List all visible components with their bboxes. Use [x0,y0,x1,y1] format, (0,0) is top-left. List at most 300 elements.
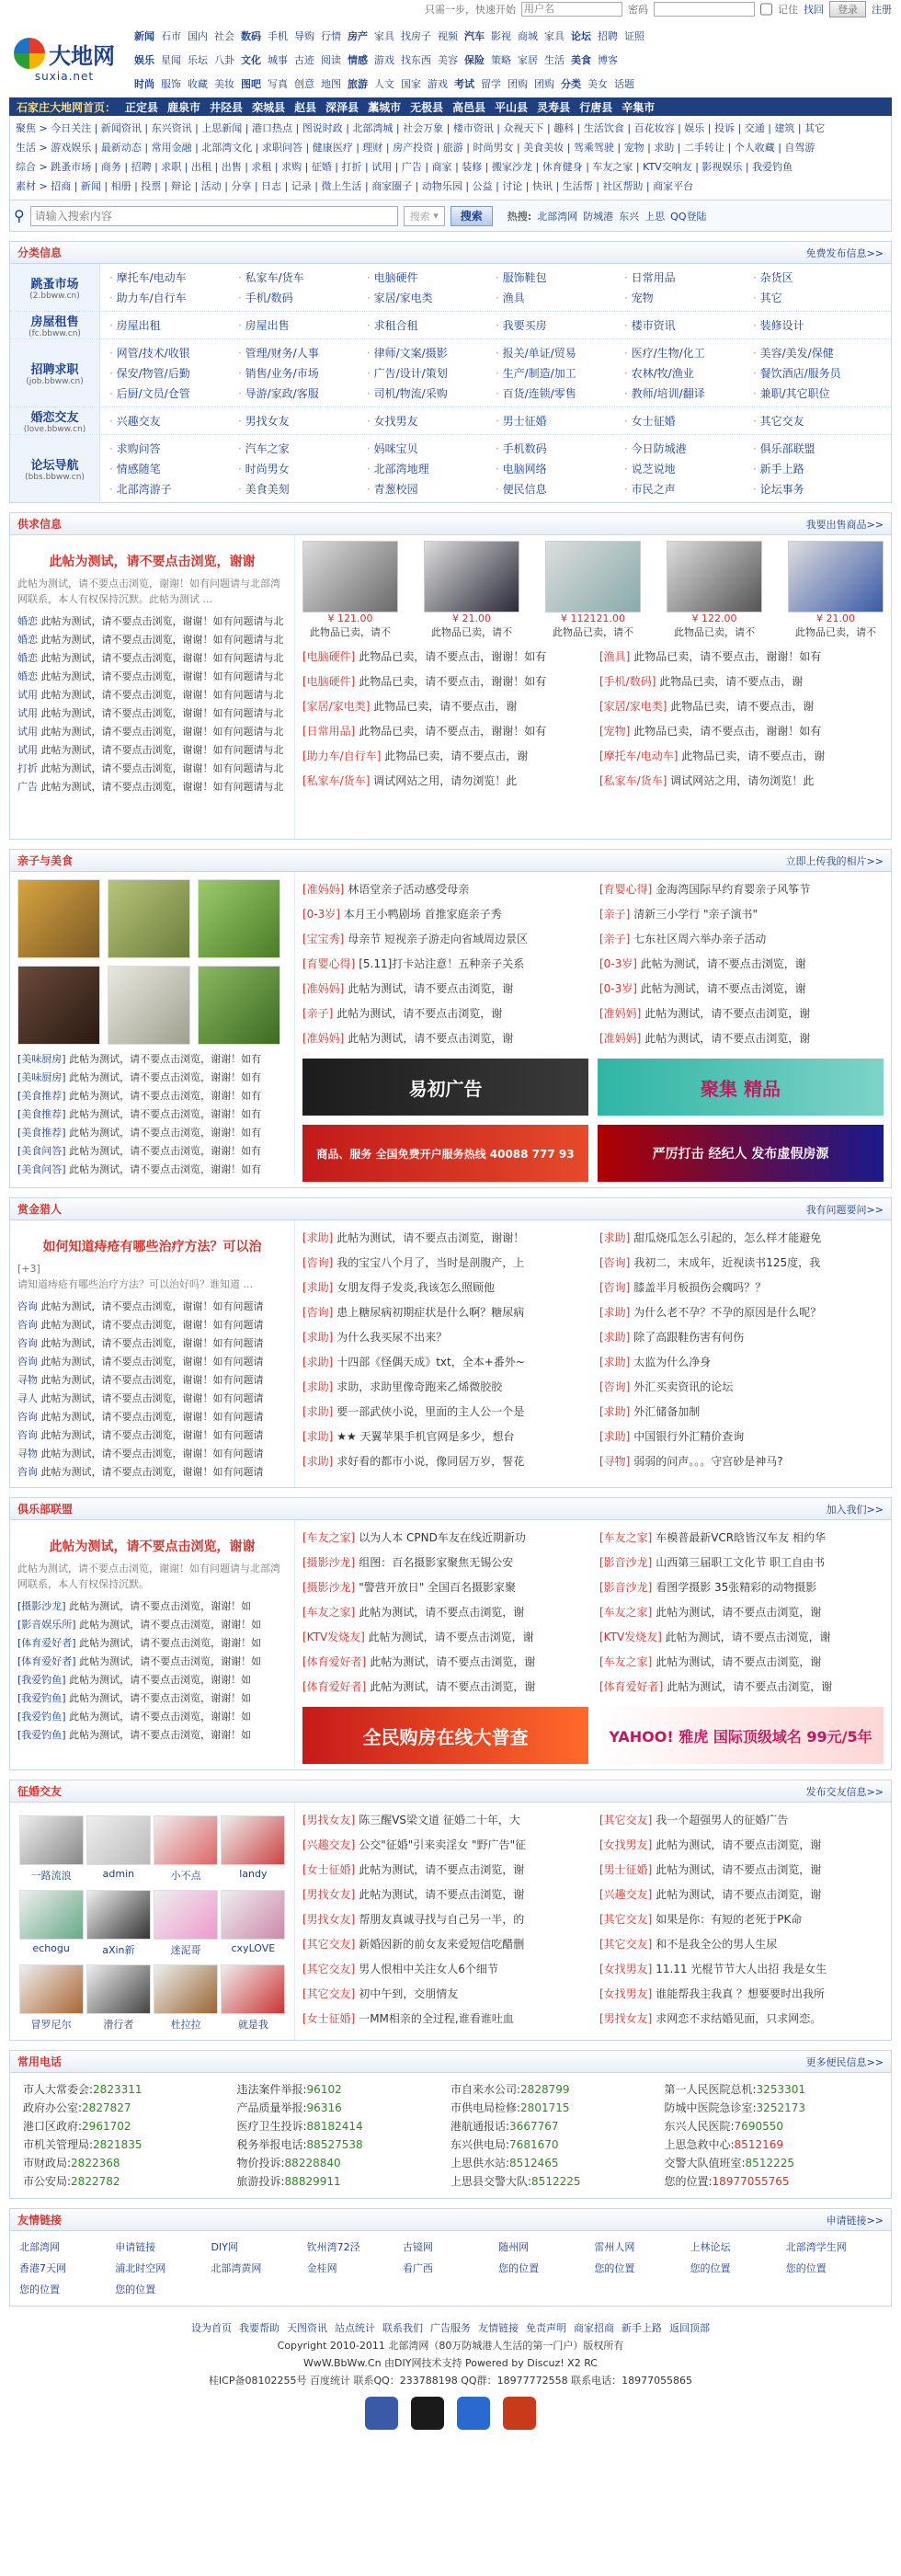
list-item-text[interactable]: 以为人本 CPND车友在线近期新功 [359,1531,526,1544]
list-item-tag[interactable]: [美食推荐] [17,1108,66,1120]
headline[interactable]: 此帖为测试，请不要点击浏览，谢谢 [49,1540,256,1554]
list-item[interactable] [599,902,884,927]
list-item-tag[interactable]: [育婴心得] [302,957,356,970]
list-item-text[interactable]: 看图学摄影 35张精彩的动物摄影 [656,1581,817,1594]
avatar[interactable] [86,1815,151,1865]
list-item-text[interactable]: 组图：百名摄影家聚焦无锡公安 [359,1556,514,1569]
nav-link[interactable]: 导购 [294,30,314,42]
friend-link[interactable]: 上林论坛 [690,2241,731,2253]
city-link[interactable]: 行唐县 [579,100,613,114]
list-item[interactable] [302,1449,587,1474]
list-item[interactable] [302,1425,587,1449]
list-item-text[interactable]: 11.11 光棍节节大人出招 我是女生 [656,1963,827,1975]
list-item-tag[interactable]: [女找男友] [599,1838,653,1851]
category-link[interactable]: · 我要买房 [496,317,624,333]
footer-link[interactable]: 友情链接 [478,2322,519,2334]
more-link[interactable]: 加入我们>> [826,1503,884,1516]
list-item[interactable] [17,1298,287,1316]
list-item-text[interactable]: 男人恨相中关注女人6个细节 [359,1963,498,1975]
friend-link[interactable]: 您的位置 [785,2262,827,2274]
list-item-tag[interactable]: [助力车/自行车] [302,750,382,762]
gallery-photo[interactable] [17,879,100,958]
list-item[interactable] [17,631,287,649]
friend-link[interactable]: 您的位置 [115,2284,156,2296]
list-item-text[interactable]: 此帖为测试，请不要点击浏览，谢谢！如有 [69,1090,262,1102]
category-link[interactable]: · 兼职/其它职位 [753,385,882,401]
list-item[interactable] [599,645,884,670]
list-item-text[interactable]: 患上糖尿病初期症状是什么啊？糖尿病 [336,1306,525,1319]
friend-link[interactable]: 您的位置 [19,2284,60,2296]
nav-link[interactable]: 人文 [374,78,394,90]
user-card[interactable] [85,1890,152,1957]
nav-link[interactable]: 话题 [614,78,634,90]
nav-link[interactable]: 找房子 [401,30,431,42]
nav-link[interactable]: 美食 [571,54,591,66]
username[interactable]: echogu [32,1942,70,1954]
category-link[interactable]: · 电脑硬件 [367,269,496,285]
list-item-text[interactable]: 山西第三届职工文化节 职工自由书 [656,1556,826,1569]
list-item[interactable] [302,927,587,952]
list-item-tag[interactable]: [咨询] [599,1380,631,1393]
list-item[interactable] [302,1575,587,1600]
nav-link[interactable]: 团购 [534,78,554,90]
category-link[interactable]: · 今日防城港 [624,441,753,456]
list-item[interactable] [17,778,287,796]
list-item[interactable] [302,1982,587,2007]
list-item-text[interactable]: 十四部《怪偶天成》txt，全本+番外~ [336,1356,525,1368]
list-item[interactable] [599,694,884,719]
list-item[interactable] [302,952,587,977]
list-item-tag[interactable]: [准妈妈] [302,982,345,995]
friend-link[interactable]: 金桂网 [306,2262,337,2274]
category-link[interactable]: · 其它交友 [753,413,882,429]
list-item-tag[interactable]: [车友之家] [302,1606,356,1619]
list-item-tag[interactable]: [电脑硬件] [302,675,356,688]
category-header[interactable] [10,264,100,311]
alarm-badge-icon[interactable] [411,2397,444,2430]
list-item-tag[interactable]: [美味厨房] [17,1071,66,1083]
category-link[interactable]: · 渔具 [496,290,624,305]
nav-link[interactable]: 汽车 [464,30,485,42]
list-item-tag[interactable]: 婚恋 [17,615,38,627]
list-item-text[interactable]: 此物品已卖，请不要点击，谢 [659,675,804,688]
list-item-tag[interactable]: [咨询] [599,1256,631,1269]
list-item-text[interactable]: 如果是你：有短的老死于PK命 [656,1913,803,1926]
list-item[interactable] [599,1600,884,1625]
nav-link[interactable]: 国家 [401,78,421,90]
footer-link[interactable]: 返回顶部 [669,2322,710,2334]
list-item-tag[interactable]: [车友之家] [599,1655,653,1668]
friend-link[interactable]: 您的位置 [594,2262,635,2274]
list-item[interactable] [599,1833,884,1858]
list-item-text[interactable]: 此物品已卖，请不要点击，谢谢！如有 [633,725,822,738]
list-item-tag[interactable]: [其它交友] [302,1963,356,1975]
list-item-tag[interactable]: [0-3岁] [599,982,637,995]
list-item[interactable] [302,1650,587,1675]
category-link[interactable]: · 百货/连锁/零售 [496,385,624,401]
footer-link[interactable]: 广告服务 [430,2322,471,2334]
product-card[interactable] [302,541,398,639]
category-link[interactable]: · 手机/数码 [238,290,367,305]
nav-link[interactable]: 城事 [268,54,288,66]
list-item-tag[interactable]: [影音沙龙] [599,1581,653,1594]
list-item[interactable] [302,744,587,769]
list-item-tag[interactable]: [男找女友] [302,1814,356,1826]
list-item-text[interactable]: 中国银行外汇精价查询 [633,1430,745,1443]
friend-link[interactable]: DIY网 [211,2241,238,2253]
list-item-tag[interactable]: [准妈妈] [599,1032,642,1045]
password-input[interactable] [654,2,755,17]
list-item-text[interactable]: 此帖为测试，请不要点击浏览，谢谢！如有问题请与北 [40,781,284,793]
list-item-text[interactable]: 清新三小学行 "亲子演书" [633,908,758,921]
nav-link[interactable]: 旅游 [348,78,368,90]
list-item[interactable] [17,1616,287,1634]
list-item-text[interactable]: 金海湾国际早约育婴亲子风筝节 [656,883,811,896]
list-item[interactable] [599,1982,884,2007]
list-item-text[interactable]: 此帖为测试，请不要点击浏览，谢谢！如 [79,1619,262,1631]
nav-link[interactable]: 证照 [624,30,644,42]
list-item-text[interactable]: 此帖为测试，请不要点击浏览，谢谢！如 [79,1637,262,1649]
category-link[interactable]: · 销售/业务/市场 [238,365,367,381]
list-item-tag[interactable]: [其它交友] [599,1938,653,1951]
list-item-tag[interactable]: [美味厨房] [17,1053,66,1065]
list-item-tag[interactable]: 试用 [17,726,38,738]
nav-link[interactable]: 手机 [268,30,288,42]
footer-link[interactable]: 站点统计 [335,2322,375,2334]
list-item-text[interactable]: 膝盖半月板损伤会瘸吗？？ [633,1281,767,1294]
category-link[interactable]: · 保安/物管/后勤 [109,365,238,381]
username[interactable]: 杜拉拉 [170,2019,201,2031]
list-item-tag[interactable]: 婚恋 [17,670,38,682]
list-item-tag[interactable]: [我爱钓鱼] [17,1692,66,1704]
login-button[interactable]: 登录 [829,1,866,17]
list-item-text[interactable]: 此帖为测试，请不要点击浏览，谢谢！如有问题请与北 [40,762,284,774]
list-item-text[interactable]: 此帖为测试，请不要点击浏览，谢谢！如有问题请 [40,1337,264,1349]
list-item[interactable] [302,769,587,794]
list-item[interactable] [599,1883,884,1907]
list-item-tag[interactable]: [摄影沙龙] [302,1581,356,1594]
list-item-tag[interactable]: [男找女友] [302,1913,356,1926]
category-link[interactable]: · 北部湾游子 [109,481,238,497]
list-item-text[interactable]: 此帖为测试，请不要点击浏览，谢谢！如有问题请 [40,1374,264,1386]
list-item[interactable] [302,670,587,694]
nav-link[interactable]: 家居 [518,54,538,66]
list-item-text[interactable]: 一MM相亲的全过程,谁看谁吐血 [359,2012,514,2025]
category-link[interactable]: · 广告/设计/策划 [367,365,496,381]
list-item[interactable] [17,1445,287,1463]
list-item-tag[interactable]: [咨询] [302,1256,334,1269]
list-item[interactable] [302,694,587,719]
list-item-tag[interactable]: [女找男友] [599,1987,653,2000]
list-item[interactable] [302,1883,587,1907]
list-item-tag[interactable]: 寻人 [17,1392,38,1404]
list-item[interactable] [302,1932,587,1957]
friend-link[interactable]: 申请链接 [115,2241,156,2253]
list-item-text[interactable]: 弱弱的问声。。。守宫砂是神马? [633,1455,783,1468]
list-item-tag[interactable]: [美食推荐] [17,1090,66,1102]
list-item-tag[interactable]: 婚恋 [17,634,38,646]
list-item-text[interactable]: 此物品已卖，请不要点击，谢谢！如有 [359,725,547,738]
username[interactable]: aXin新 [102,1944,135,1956]
list-item-text[interactable]: 此物品已卖，请不要点击，谢谢！如有 [633,650,822,663]
list-item-text[interactable]: 调试网站之用，请勿浏览！此 [373,774,518,787]
username[interactable]: 一路流浪 [30,1870,72,1882]
list-item-tag[interactable]: [其它交友] [599,1814,653,1826]
nav-link[interactable]: 招聘 [598,30,618,42]
list-item-tag[interactable]: [宝宝秀] [302,933,345,945]
list-item[interactable] [17,1671,287,1689]
category-link[interactable]: · 美容/美发/保健 [753,345,882,361]
list-item-text[interactable]: 此帖为测试，请不要点击浏览，谢 [656,1838,822,1851]
list-item-tag[interactable]: [育婴心得] [599,883,653,896]
category-link[interactable]: · 导游/家政/客服 [238,385,367,401]
list-item-tag[interactable]: [求助] [302,1455,334,1468]
list-item-tag[interactable]: [体育爱好者] [302,1655,367,1668]
category-link[interactable]: · 房屋出租 [109,317,238,333]
nav-link[interactable]: 家具 [374,30,394,42]
list-item[interactable] [599,1808,884,1833]
list-item-tag[interactable]: [求助] [599,1405,631,1418]
list-item[interactable] [599,952,884,977]
list-item-text[interactable]: 此物品已卖，请不要点击，谢 [373,700,518,713]
nav-link[interactable]: 写真 [268,78,288,90]
footer-link[interactable]: 商家招商 [574,2322,614,2334]
city-link[interactable]: 井陉县 [210,100,244,114]
nav-link[interactable]: 社会 [214,30,234,42]
nav-link[interactable]: 娱乐 [134,54,154,66]
avatar[interactable] [154,1815,218,1865]
headline[interactable]: 如何知道痔疮有哪些治疗方法？可以治 [42,1240,262,1254]
category-link[interactable]: · 女找男友 [367,413,496,429]
city-link[interactable]: 平山县 [495,100,529,114]
nav-link[interactable]: 房产 [348,30,368,42]
ad-banner[interactable] [302,1059,588,1116]
nav-link[interactable]: 游戏 [374,54,394,66]
list-item-tag[interactable]: [美食问答] [17,1145,66,1157]
user-card[interactable] [85,1964,152,2032]
nav-link[interactable]: 收藏 [188,78,208,90]
list-item-tag[interactable]: [亲子] [599,908,631,921]
list-item-text[interactable]: 母亲节 短视亲子游走向省域周边景区 [348,933,529,945]
list-item-text[interactable]: 此帖为测试，请不要点击浏览，谢 [656,1655,822,1668]
nav-link[interactable]: 美妆 [214,78,234,90]
list-item-text[interactable]: 此物品已卖，请不要点击，谢 [681,750,826,762]
category-link[interactable]: · 生产/制造/加工 [496,365,624,381]
list-item[interactable] [302,1675,587,1700]
list-item-text[interactable]: 太监为什么净身 [633,1356,712,1368]
category-link[interactable]: · 妈咪宝贝 [367,441,496,456]
nav-link[interactable]: 博客 [598,54,618,66]
list-item-text[interactable]: 此帖为测试，请不要点击浏览，谢 [370,1680,536,1693]
friend-link[interactable]: 北部湾黄网 [211,2262,262,2274]
list-item-tag[interactable]: [其它交友] [599,1913,653,1926]
list-item[interactable] [599,1325,884,1350]
list-item[interactable] [302,1526,587,1551]
list-item-text[interactable]: 求网恋不求结婚见面，只求网恋。 [656,2012,822,2025]
list-item[interactable] [17,1050,287,1069]
nav-link[interactable]: 星闻 [161,54,181,66]
friend-link[interactable]: 您的位置 [498,2262,540,2274]
nav-link[interactable]: 石市 [161,30,181,42]
list-item-tag[interactable]: [求助] [599,1306,631,1319]
trust-badge-icon[interactable] [457,2397,490,2430]
list-item[interactable] [17,1597,287,1616]
list-item-tag[interactable]: 打折 [17,762,38,774]
list-item-text[interactable]: 此帖为测试，请不要点击浏览，谢 [644,1007,811,1020]
category-link[interactable]: · 求购问答 [109,441,238,456]
category-link[interactable]: · 装修设计 [753,317,882,333]
ad-banner[interactable] [598,1707,884,1764]
category-link[interactable]: · 时尚男女 [238,461,367,476]
list-item-tag[interactable]: [手机/数码] [599,675,656,688]
list-item[interactable] [17,668,287,686]
nav-link[interactable]: 创意 [294,78,314,90]
username[interactable]: 迷泥哥 [170,1944,201,1956]
link-row[interactable]: 聚焦 > 今日关注 | 新闻资讯 | 东兴资讯 | 上思新闻 | 港口热点 | 图说时政 | 北部湾城 | 社会万象 | 楼市资讯 | 众视天下 | 趣科 | 生活饮食 | 百花妆容 | 娱乐 | 投诉 | 交通 | 建筑 | 其它 [16,122,826,134]
category-link[interactable]: · 女士征婚 [624,413,753,429]
list-item-tag[interactable]: [家居/家电类] [599,700,667,713]
list-item-text[interactable]: 为什么老不孕？不孕的原因是什么呢？ [633,1306,822,1319]
list-item[interactable] [302,1808,587,1833]
category-link[interactable]: · 青葱校园 [367,481,496,497]
list-item[interactable] [302,1858,587,1883]
footer-link[interactable]: 免责声明 [526,2322,566,2334]
user-card[interactable] [153,1890,220,1957]
list-item-tag[interactable]: [体育爱好者] [17,1655,76,1667]
city-link[interactable]: 辛集市 [622,100,656,114]
list-item-text[interactable]: 此帖为测试，请不要点击浏览，谢谢！如 [69,1711,252,1723]
list-item-text[interactable]: 此帖为测试，请不要点击浏览，谢谢！如有 [69,1071,262,1083]
nav-link[interactable]: 国内 [188,30,208,42]
list-item-tag[interactable]: [亲子] [599,933,631,945]
shield-badge-icon[interactable] [503,2397,536,2430]
list-item-tag[interactable]: [女士征婚] [302,2012,356,2025]
list-item-tag[interactable]: [美食推荐] [17,1127,66,1139]
list-item[interactable] [599,1932,884,1957]
username[interactable]: 小不点 [170,1870,201,1882]
list-item-text[interactable]: ★★ 天翼苹果手机官网是多少，想台 [336,1430,515,1443]
category-link[interactable]: · 论坛事务 [753,481,882,497]
list-item-text[interactable]: 此帖为测试，请不要点击浏览，谢谢！如有问题请 [40,1356,264,1368]
list-item-tag[interactable]: [女找男友] [599,1963,653,1975]
list-item[interactable] [17,1371,287,1390]
nav-link[interactable]: 情感 [348,54,368,66]
nav-link[interactable]: 生活 [544,54,565,66]
product-image[interactable] [424,541,519,613]
list-item[interactable] [302,1251,587,1276]
category-link[interactable]: · 家居/家电类 [367,290,496,305]
product-desc[interactable]: 此物品已卖，请不 [795,626,876,638]
list-item-tag[interactable]: [咨询] [302,1306,334,1319]
list-item[interactable] [599,877,884,902]
user-card[interactable] [17,1964,85,2032]
nav-link[interactable]: 找东西 [401,54,431,66]
username[interactable]: cxyLOVE [231,1942,276,1954]
list-item-text[interactable]: 此帖为测试，请不要点击浏览，谢谢！如有问题请与北 [40,689,284,701]
list-item[interactable] [17,723,287,741]
nav-link[interactable]: 考试 [454,78,474,90]
footer-link[interactable]: 设为首页 [191,2322,232,2334]
list-item[interactable] [17,704,287,723]
friend-link[interactable]: 香港7天网 [19,2262,66,2274]
city-link[interactable]: 赵县 [294,100,317,114]
list-item[interactable] [599,2007,884,2032]
category-link[interactable]: · 服饰鞋包 [496,269,624,285]
list-item-tag[interactable]: [体育爱好者] [17,1637,76,1649]
list-item-text[interactable]: 本月王小鸭剧场 首推家庭亲子秀 [343,908,502,921]
list-item-tag[interactable]: 寻物 [17,1448,38,1460]
hot-search-link[interactable]: 防城港 [583,210,614,223]
list-item-tag[interactable]: 咨询 [17,1411,38,1423]
list-item[interactable] [302,1276,587,1300]
list-item[interactable] [599,1907,884,1932]
list-item[interactable] [302,1002,587,1026]
city-link[interactable]: 高邑县 [452,100,486,114]
list-item[interactable] [302,977,587,1002]
category-link[interactable]: · 便民信息 [496,481,624,497]
list-item-text[interactable]: 此帖为测试，请不要点击浏览，谢谢！如有 [69,1127,262,1139]
list-item[interactable] [17,1142,287,1161]
list-item-text[interactable]: 此帖为测试，请不要点击浏览，谢 [656,1863,822,1876]
list-item[interactable] [17,1124,287,1142]
list-item-text[interactable]: 此物品已卖，请不要点击，谢谢！如有 [359,650,547,663]
list-item[interactable] [302,1833,587,1858]
product-desc[interactable]: 此物品已卖，请不 [553,626,633,638]
list-item-tag[interactable]: [我爱钓鱼] [17,1711,66,1723]
category-link[interactable]: · 日常用品 [624,269,753,285]
list-item-text[interactable]: [5.11]打卡站注意！五种亲子关系 [359,957,525,970]
list-item-tag[interactable]: [我爱钓鱼] [17,1674,66,1686]
list-item-tag[interactable]: 咨询 [17,1466,38,1478]
more-link[interactable]: 免费发布信息>> [805,246,884,259]
list-item-text[interactable]: 此帖为测试，请不要点击浏览，谢 [656,1888,822,1901]
avatar[interactable] [19,1890,84,1940]
city-link[interactable]: 鹿泉市 [167,100,201,114]
nav-link[interactable]: 图吧 [241,78,261,90]
nav-link[interactable]: 策略 [491,54,511,66]
list-item-text[interactable]: 此帖为测试，请不要点击浏览，谢谢！如 [79,1655,262,1667]
avatar[interactable] [154,1890,218,1940]
more-link[interactable]: 更多便民信息>> [805,2055,884,2068]
list-item-tag[interactable]: 咨询 [17,1429,38,1441]
list-item[interactable] [17,1726,287,1745]
search-type-select[interactable]: 搜索 ▾ [404,206,445,226]
list-item-tag[interactable]: 咨询 [17,1319,38,1331]
list-item-tag[interactable]: [求助] [302,1356,334,1368]
list-item-text[interactable]: 此物品已卖，请不要点击，谢 [384,750,529,762]
list-item-text[interactable]: 新婚因新的前女友来爱短信吃醋删 [359,1938,525,1951]
nav-link[interactable]: 古迹 [294,54,314,66]
list-item[interactable] [17,1161,287,1179]
list-item-tag[interactable]: [0-3岁] [599,957,637,970]
user-card[interactable] [153,1815,220,1883]
list-item[interactable] [599,670,884,694]
list-item-tag[interactable]: [求助] [302,1405,334,1418]
list-item-text[interactable]: 此帖为测试，请不要点击浏览，谢谢！如 [69,1729,252,1741]
more-link[interactable]: 立即上传我的相片>> [785,854,884,867]
list-item-text[interactable]: 此物品已卖，请不要点击，谢 [670,700,815,713]
list-item-tag[interactable]: [私家车/货车] [599,774,667,787]
nav-link[interactable]: 游戏 [428,78,448,90]
list-item[interactable] [302,2007,587,2032]
list-item-tag[interactable]: 寻物 [17,1374,38,1386]
category-link[interactable]: · 手机数码 [496,441,624,456]
category-link[interactable]: · 市民之声 [624,481,753,497]
list-item-tag[interactable]: [男找女友] [302,1888,356,1901]
avatar[interactable] [19,1815,84,1865]
list-item-tag[interactable]: [美食问答] [17,1163,66,1175]
nav-link[interactable]: 八卦 [214,54,234,66]
